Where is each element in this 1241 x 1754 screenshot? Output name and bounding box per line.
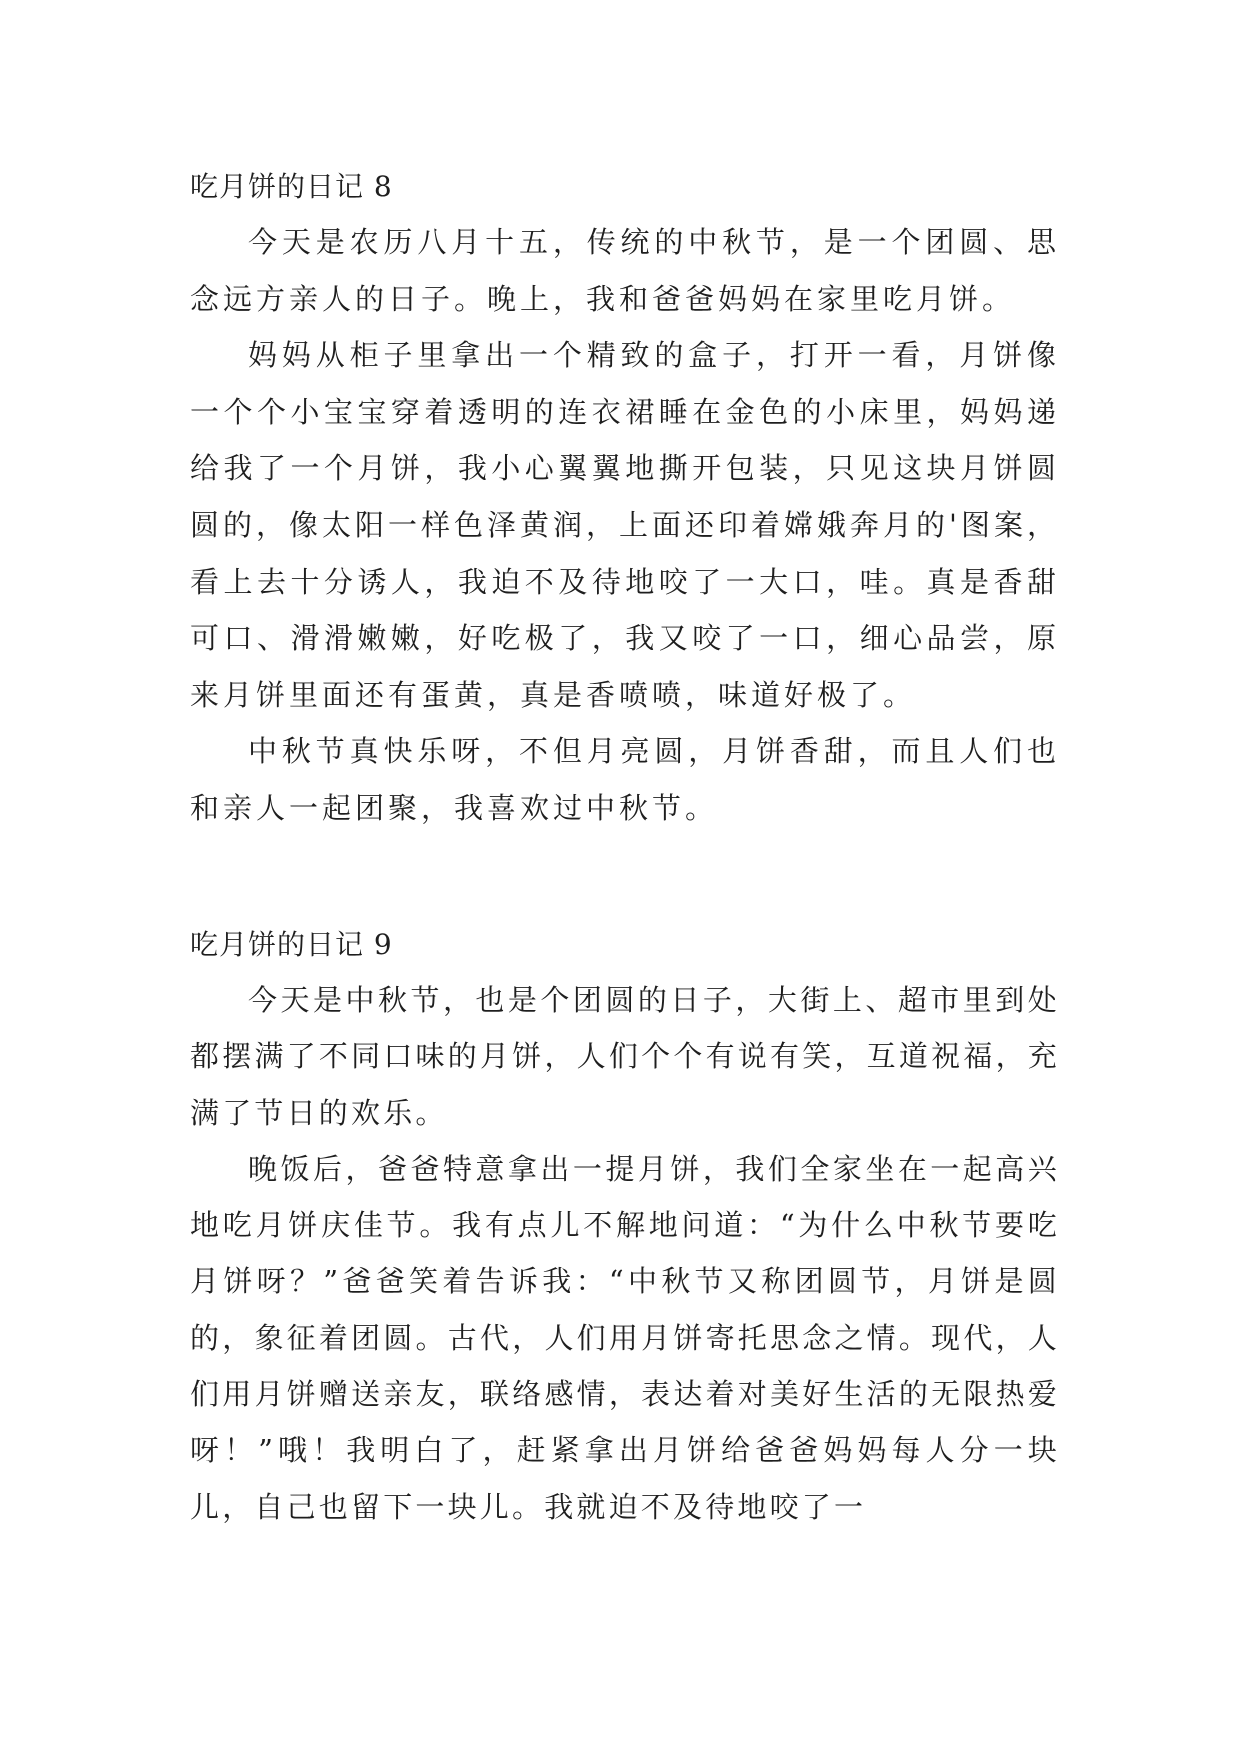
paragraph: 妈妈从柜子里拿出一个精致的盒子，打开一看，月饼像一个个小宝宝穿着透明的连衣裙睡在金色的小床里，妈妈递给我了一个月饼，我小心翼翼地撕开包装，只见这块月饼圆圆的，像太阳一样色泽黄润，上面还印着嫦娥奔月的'图案，看上去十分诱人，我迫不及待地咬了一大口，哇。真是香甜可口、滑滑嫩嫩，好吃极了，我又咬了一口，细心品尝，原来月饼里面还有蛋黄，真是香喷喷，味道好极了。 bbox=[190, 338, 1060, 712]
entry-title: 吃月饼的日记 9 bbox=[190, 928, 393, 961]
entry-title: 吃月饼的日记 8 bbox=[190, 170, 393, 203]
paragraph: 晚饭后，爸爸特意拿出一提月饼，我们全家坐在一起高兴地吃月饼庆佳节。我有点儿不解地问道：“为什么中秋节要吃月饼呀？”爸爸笑着告诉我：“中秋节又称团圆节，月饼是圆的，象征着团圆。古代，人们用月饼寄托思念之情。现代，人们用月饼赠送亲友，联络感情，表达着对美好生活的无限热爱呀！”哦！我明白了，赶紧拿出月饼给爸爸妈妈每人分一块儿，自己也留下一块儿。我就迫不及待地咬了一 bbox=[190, 1151, 1060, 1524]
paragraph: 今天是农历八月十五，传统的中秋节，是一个团圆、思念远方亲人的日子。晚上，我和爸爸妈妈在家里吃月饼。 bbox=[190, 225, 1060, 316]
paragraph: 中秋节真快乐呀，不但月亮圆，月饼香甜，而且人们也和亲人一起团聚，我喜欢过中秋节。 bbox=[190, 734, 1060, 825]
diary-entry-8 bbox=[190, 160, 1060, 837]
diary-entry-9 bbox=[190, 918, 1060, 1535]
paragraph: 今天是中秋节，也是个团圆的日子，大街上、超市里到处都摆满了不同口味的月饼，人们个个有说有笑，互道祝福，充满了节日的欢乐。 bbox=[190, 983, 1060, 1130]
